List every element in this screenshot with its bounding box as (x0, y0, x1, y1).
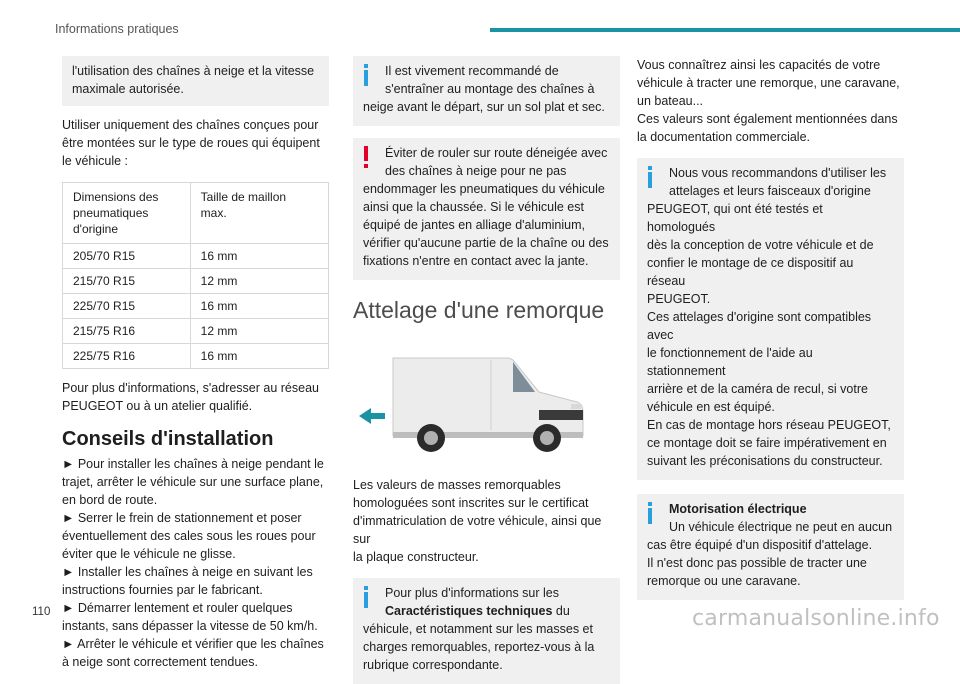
text-line: d'immatriculation de votre véhicule, ainsi que sur (353, 514, 602, 546)
text-line: arrière et de la caméra de recul, si votre (647, 382, 868, 396)
table-cell: 205/70 R15 (63, 244, 191, 269)
text-line: Les valeurs de masses remorquables (353, 478, 561, 492)
text-line: la documentation commerciale. (637, 130, 810, 144)
table-cell: 16 mm (190, 294, 328, 319)
table-cell: 16 mm (190, 244, 328, 269)
rear-arrow-icon (359, 406, 387, 426)
text-line: Pour plus d'informations sur les (385, 586, 559, 600)
table-header-cell (63, 183, 191, 244)
step-line: ► Démarrer lentement et rouler quelques (62, 601, 293, 615)
installation-steps (62, 455, 329, 671)
step-line: instructions fournies par le fabricant. (62, 583, 263, 597)
info-notice-practice (353, 56, 620, 126)
page-header-title: Informations pratiques (55, 22, 179, 36)
step-line: ► Pour installer les chaînes à neige pendant le (62, 457, 324, 471)
table-cell: 12 mm (190, 319, 328, 344)
text-line: maximale autorisée. (72, 82, 184, 96)
info-icon (361, 64, 371, 86)
text-line: Il n'est donc pas possible de tracter une (647, 556, 867, 570)
van-icon (389, 340, 589, 460)
van-illustration (353, 336, 620, 466)
text-line: la plaque constructeur. (353, 550, 479, 564)
text-line: max. (200, 206, 227, 220)
column-left (62, 56, 329, 671)
info-icon (361, 586, 371, 608)
table-header-cell (190, 183, 328, 244)
notice-title (647, 500, 894, 518)
info-icon (645, 502, 655, 524)
info-notice-original-hitches (637, 158, 904, 480)
info-icon (645, 166, 655, 188)
text-line: neige avant le départ, sur un sol plat et sec. (363, 100, 605, 114)
table-row (63, 244, 329, 269)
text-line: Un véhicule électrique ne peut en aucun (669, 520, 893, 534)
text-line: ainsi que la chaussée. Si le véhicule est (363, 200, 584, 214)
section-heading-towing: Attelage d'une remorque (353, 297, 605, 323)
text-line: Dimensions des (73, 190, 159, 204)
table-header-row (63, 183, 329, 244)
text-line: Éviter de rouler sur route déneigée avec (385, 146, 608, 160)
text-line: le véhicule : (62, 154, 129, 168)
column-middle (353, 56, 620, 684)
paragraph-chains-usage (62, 116, 329, 170)
bold-reference: Caractéristiques techniques (385, 604, 553, 618)
table-cell: 215/70 R15 (63, 269, 191, 294)
text-line: d'origine (73, 222, 118, 236)
column-right (637, 56, 904, 600)
text-line: PEUGEOT. (647, 292, 711, 306)
text-line: PEUGEOT, qui ont été testés et homologués (647, 202, 823, 234)
step-line: en bord de route. (62, 493, 158, 507)
text-line: En cas de montage hors réseau PEUGEOT, (647, 418, 891, 432)
tyre-size-table (62, 182, 329, 369)
text-line: attelages et leurs faisceaux d'origine (669, 184, 871, 198)
step-line: ► Installer les chaînes à neige en suivant les (62, 565, 313, 579)
step-line: instants, sans dépasser la vitesse de 50 km/h. (62, 619, 318, 633)
text-line: véhicule à tracter une remorque, une caravane, (637, 76, 900, 90)
text-line: homologuées sont inscrites sur le certificat (353, 496, 589, 510)
text-line: Il est vivement recommandé de (385, 64, 559, 78)
text-line: Nous vous recommandons d'utiliser les (669, 166, 887, 180)
table-cell: 225/75 R16 (63, 344, 191, 369)
text-line: l'utilisation des chaînes à neige et la vitesse (72, 64, 315, 78)
text-line: véhicule en est équipé. (647, 400, 775, 414)
step-line: éviter que le véhicule ne glisse. (62, 547, 236, 561)
text-line: charges remorquables, reportez-vous à la (363, 640, 595, 654)
step-line: ► Arrêter le véhicule et vérifier que les chaînes (62, 637, 324, 651)
text-line: rubrique correspondante. (363, 658, 503, 672)
text-line: Ces attelages d'origine sont compatibles avec (647, 310, 872, 342)
step-line: trajet, arrêter le véhicule sur une surface plane, (62, 475, 324, 489)
paragraph-dealer-info (62, 379, 329, 415)
text-line: fixations n'entre en contact avec la jante. (363, 254, 589, 268)
page-number: 110 (32, 606, 51, 618)
text-line: Vous connaîtrez ainsi les capacités de votre (637, 58, 881, 72)
table-row (63, 344, 329, 369)
text-line: le fonctionnement de l'aide au stationnement (647, 346, 813, 378)
table-cell: 12 mm (190, 269, 328, 294)
text-line: Pour plus d'informations, s'adresser au réseau (62, 381, 319, 395)
text-line: suivant les préconisations du constructeur. (647, 454, 883, 468)
text-line: véhicule, et notamment sur les masses et (363, 622, 593, 636)
text-line: pneumatiques (73, 206, 149, 220)
text-line (363, 602, 610, 620)
table-row (63, 294, 329, 319)
text-line: vérifier qu'aucune partie de la chaîne ou des (363, 236, 609, 250)
text-line: un bateau... (637, 94, 704, 108)
table-cell: 225/70 R15 (63, 294, 191, 319)
text-line: équipé de jantes en alliage d'aluminium, (363, 218, 585, 232)
text-line: ce montage doit se faire impérativement en (647, 436, 887, 450)
text-line: Ces valeurs sont également mentionnées dans (637, 112, 898, 126)
header-accent-bar (490, 28, 960, 32)
text-line: confier le montage de ce dispositif au réseau (647, 256, 854, 288)
text-line: endommager les pneumatiques du véhicule (363, 182, 605, 196)
warning-icon (361, 146, 371, 168)
step-line: à neige sont correctement tendues. (62, 655, 258, 669)
table-cell: 215/75 R16 (63, 319, 191, 344)
text-fragment: du (552, 604, 570, 618)
info-notice-technical (353, 578, 620, 684)
text-line: remorque ou une caravane. (647, 574, 801, 588)
paragraph-towing-masses (353, 476, 620, 566)
text-line: Utiliser uniquement des chaînes conçues pour (62, 118, 319, 132)
text-line: Taille de maillon (200, 190, 287, 204)
bold-title: Motorisation électrique (669, 502, 807, 516)
text-line: cas être équipé d'un dispositif d'attelage. (647, 538, 873, 552)
warning-notice-snow-road (353, 138, 620, 280)
text-line: des chaînes à neige pour ne pas (385, 164, 567, 178)
table-row (63, 269, 329, 294)
table-cell: 16 mm (190, 344, 328, 369)
text-line: PEUGEOT ou à un atelier qualifié. (62, 399, 253, 413)
info-notice-electric (637, 494, 904, 600)
section-heading-installation: Conseils d'installation (62, 428, 274, 450)
step-line: ► Serrer le frein de stationnement et poser (62, 511, 302, 525)
paragraph-capacities (637, 56, 904, 146)
text-line: dès la conception de votre véhicule et de (647, 238, 874, 252)
text-line: être montées sur le type de roues qui équipent (62, 136, 320, 150)
table-row (63, 319, 329, 344)
watermark: carmanualsonline.info (692, 606, 940, 631)
step-line: éventuellement des cales sous les roues pour (62, 529, 316, 543)
intro-note-box (62, 56, 329, 106)
text-line: s'entraîner au montage des chaînes à (385, 82, 595, 96)
